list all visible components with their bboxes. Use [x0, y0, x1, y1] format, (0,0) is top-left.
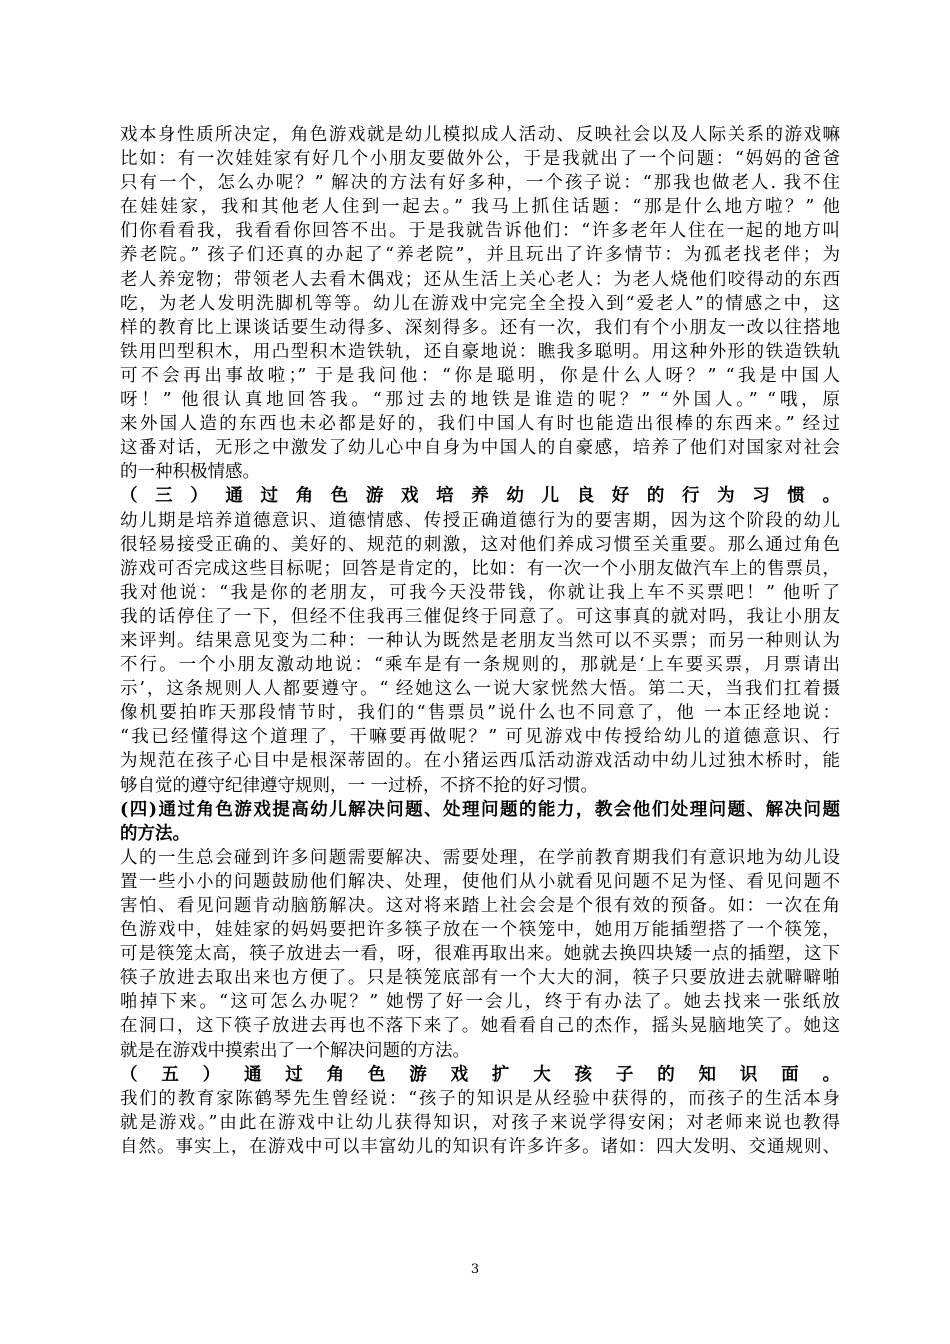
paragraph-line: 在娃娃家，我和其他老人住到一起去。” 我马上抓住话题：“那是什么地方啦？” 他	[120, 197, 840, 218]
paragraph-line: 不行。一个小朋友激动地说：“乘车是有一条规则的，那就是‘上车要买票，月票请出	[120, 655, 840, 676]
paragraph-line: 铁用凹型积木，用凸型积木造铁轨，还自豪地说：瞧我多聪明。用这种外形的铁造铁轨	[120, 341, 840, 362]
paragraph-line: 幼儿期是培养道德意识、道德情感、传授正确道德行为的要害期，因为这个阶段的幼儿	[120, 510, 840, 531]
paragraph-line: 够自觉的遵守纪律遵守规则，一 一过桥，不挤不抢的好习惯。	[120, 775, 599, 796]
paragraph-line: 只有一个，怎么办呢？” 解决的方法有好多种，一个孩子说：“那我也做老人. 我不住	[120, 173, 840, 194]
paragraph-line: 就是游戏。”由此在游戏中让幼儿获得知识，对孩子来说学得安闲；对老师来说也教得	[120, 1112, 840, 1133]
paragraph-line: 害怕、看见问题肯动脑筋解决。这对将来踏上社会会是个很有效的预备。如：一次在角	[120, 896, 840, 916]
paragraph-line: 在洞口，这下筷子放进去再也不落下来了。她看看自己的杰作，摇头晃脑地笑了。她这	[120, 1016, 840, 1037]
paragraph-line: 戏本身性质所决定，角色游戏就是幼儿模拟成人活动、反映社会以及人际关系的游戏嘛	[120, 125, 840, 145]
paragraph-line: 色游戏中，娃娃家的妈妈要把许多筷子放在一个筷笼中，她用万能插塑搭了一个筷笼，	[120, 920, 840, 941]
paragraph-line: “我已经懂得这个道理了，干嘛要再做呢？” 可见游戏中传授给幼儿的道德意识、行	[120, 727, 840, 748]
paragraph-line: 自然。事实上，在游戏中可以丰富幼儿的知识有许多许多。诸如：四大发明、交通规则、	[120, 1136, 840, 1157]
paragraph-line: 像机要拍昨天那段情节时，我们的“售票员”说什么也不同意了，他 一本正经地说：	[120, 703, 840, 724]
page-number: 3	[470, 1262, 480, 1277]
paragraph-line: 游戏可否完成这些目标呢；回答是肯定的，比如：有一次一个小朋友做汽车上的售票员，	[120, 558, 840, 579]
paragraph-line: 很轻易接受正确的、美好的、规范的刺激，这对他们养成习惯至关重要。那么通过角色	[120, 534, 840, 555]
section-heading-line: （五）通过角色游戏扩大孩子的知识面。	[120, 1064, 840, 1085]
paragraph-line: 筷子放进去取出来也方便了。只是筷笼底部有一个大大的洞，筷子只要放进去就噼噼啪	[120, 968, 840, 989]
paragraph-line: 的一种积极情感。	[120, 462, 260, 483]
paragraph-line: 比如：有一次娃娃家有好几个小朋友要做外公，于是我就出了一个问题：“妈妈的爸爸	[120, 149, 840, 170]
paragraph-line: 老人养宠物；带领老人去看木偶戏；还从生活上关心老人：为老人烧他们咬得动的东西	[120, 269, 840, 290]
paragraph-line: 为规范在孩子心目中是根深蒂固的。在小猪运西瓜活动游戏活动中幼儿过独木桥时，能	[120, 751, 840, 772]
paragraph-line: 呀！” 他很认真地回答我。“那过去的地铁是谁造的呢？” “外国人。” “哦，原	[120, 390, 840, 411]
paragraph-line: 吃，为老人发明洗脚机等等。幼儿在游戏中完完全全投入到“爱老人”的情感之中，这	[120, 293, 840, 314]
paragraph-line: 来评判。结果意见变为二种：一种认为既然是老朋友当然可以不买票；而另一种则认为	[120, 630, 840, 651]
section-heading-line: 的方法。	[120, 823, 190, 844]
section-heading-line: (四)通过角色游戏提高幼儿解决问题、处理问题的能力，教会他们处理问题、解决问题	[120, 799, 840, 820]
paragraph-line: 就是在游戏中摸索出了一个解决问题的方法。	[120, 1040, 470, 1061]
paragraph-line: 可不会再出事故啦；” 于是我问他：“你是聪明，你是什么人呀？” “我是中国人	[120, 365, 840, 386]
section-heading-line: （三）通过角色游戏培养幼儿良好的行为习惯。	[120, 486, 840, 507]
paragraph-line: 置一些小小的问题鼓励他们解决、处理，使他们从小就看见问题不足为怪、看见问题不	[120, 871, 840, 892]
document-body	[120, 123, 840, 1159]
paragraph-line: 样的教育比上课谈话要生动得多、深刻得多。还有一次，我们有个小朋友一改以往搭地	[120, 317, 840, 338]
paragraph-line: 这番对话，无形之中激发了幼儿心中自身为中国人的自豪感，培养了他们对国家对社会	[120, 438, 840, 459]
paragraph-line: 养老院。” 孩子们还真的办起了“养老院”，并且玩出了许多情节：为孤老找老伴；为	[120, 245, 840, 266]
paragraph-line: 我对他说：“我是你的老朋友，可我今天没带钱，你就让我上车不买票吧！” 他听了	[120, 582, 840, 603]
paragraph-line: 我的话停住了一下，但经不住我再三催促终于同意了。可这事真的就对吗，我让小朋友	[120, 606, 840, 627]
paragraph-line: 示’，这条规则人人都要遵守。“ 经她这么一说大家恍然大悟。第二天，当我们扛着摄	[120, 679, 840, 700]
paragraph-line: 啪掉下来。“这可怎么办呢？” 她愣了好一会儿，终于有办法了。她去找来一张纸放	[120, 992, 840, 1013]
paragraph-line: 人的一生总会碰到许多问题需要解决、需要处理，在学前教育期我们有意识地为幼儿设	[120, 847, 840, 868]
paragraph-line: 我们的教育家陈鹤琴先生曾经说：“孩子的知识是从经验中获得的，而孩子的生活本身	[120, 1088, 840, 1109]
paragraph-line: 来外国人造的东西也未必都是好的，我们中国人有时也能造出很棒的东西来。” 经过	[120, 414, 840, 435]
paragraph-line: 可是筷笼太高，筷子放进去一看，呀，很难再取出来。她就去换四块矮一点的插塑，这下	[120, 944, 840, 965]
paragraph-line: 们你看看我，我看看你回答不出。于是我就告诉他们：“许多老年人住在一起的地方叫	[120, 221, 840, 242]
